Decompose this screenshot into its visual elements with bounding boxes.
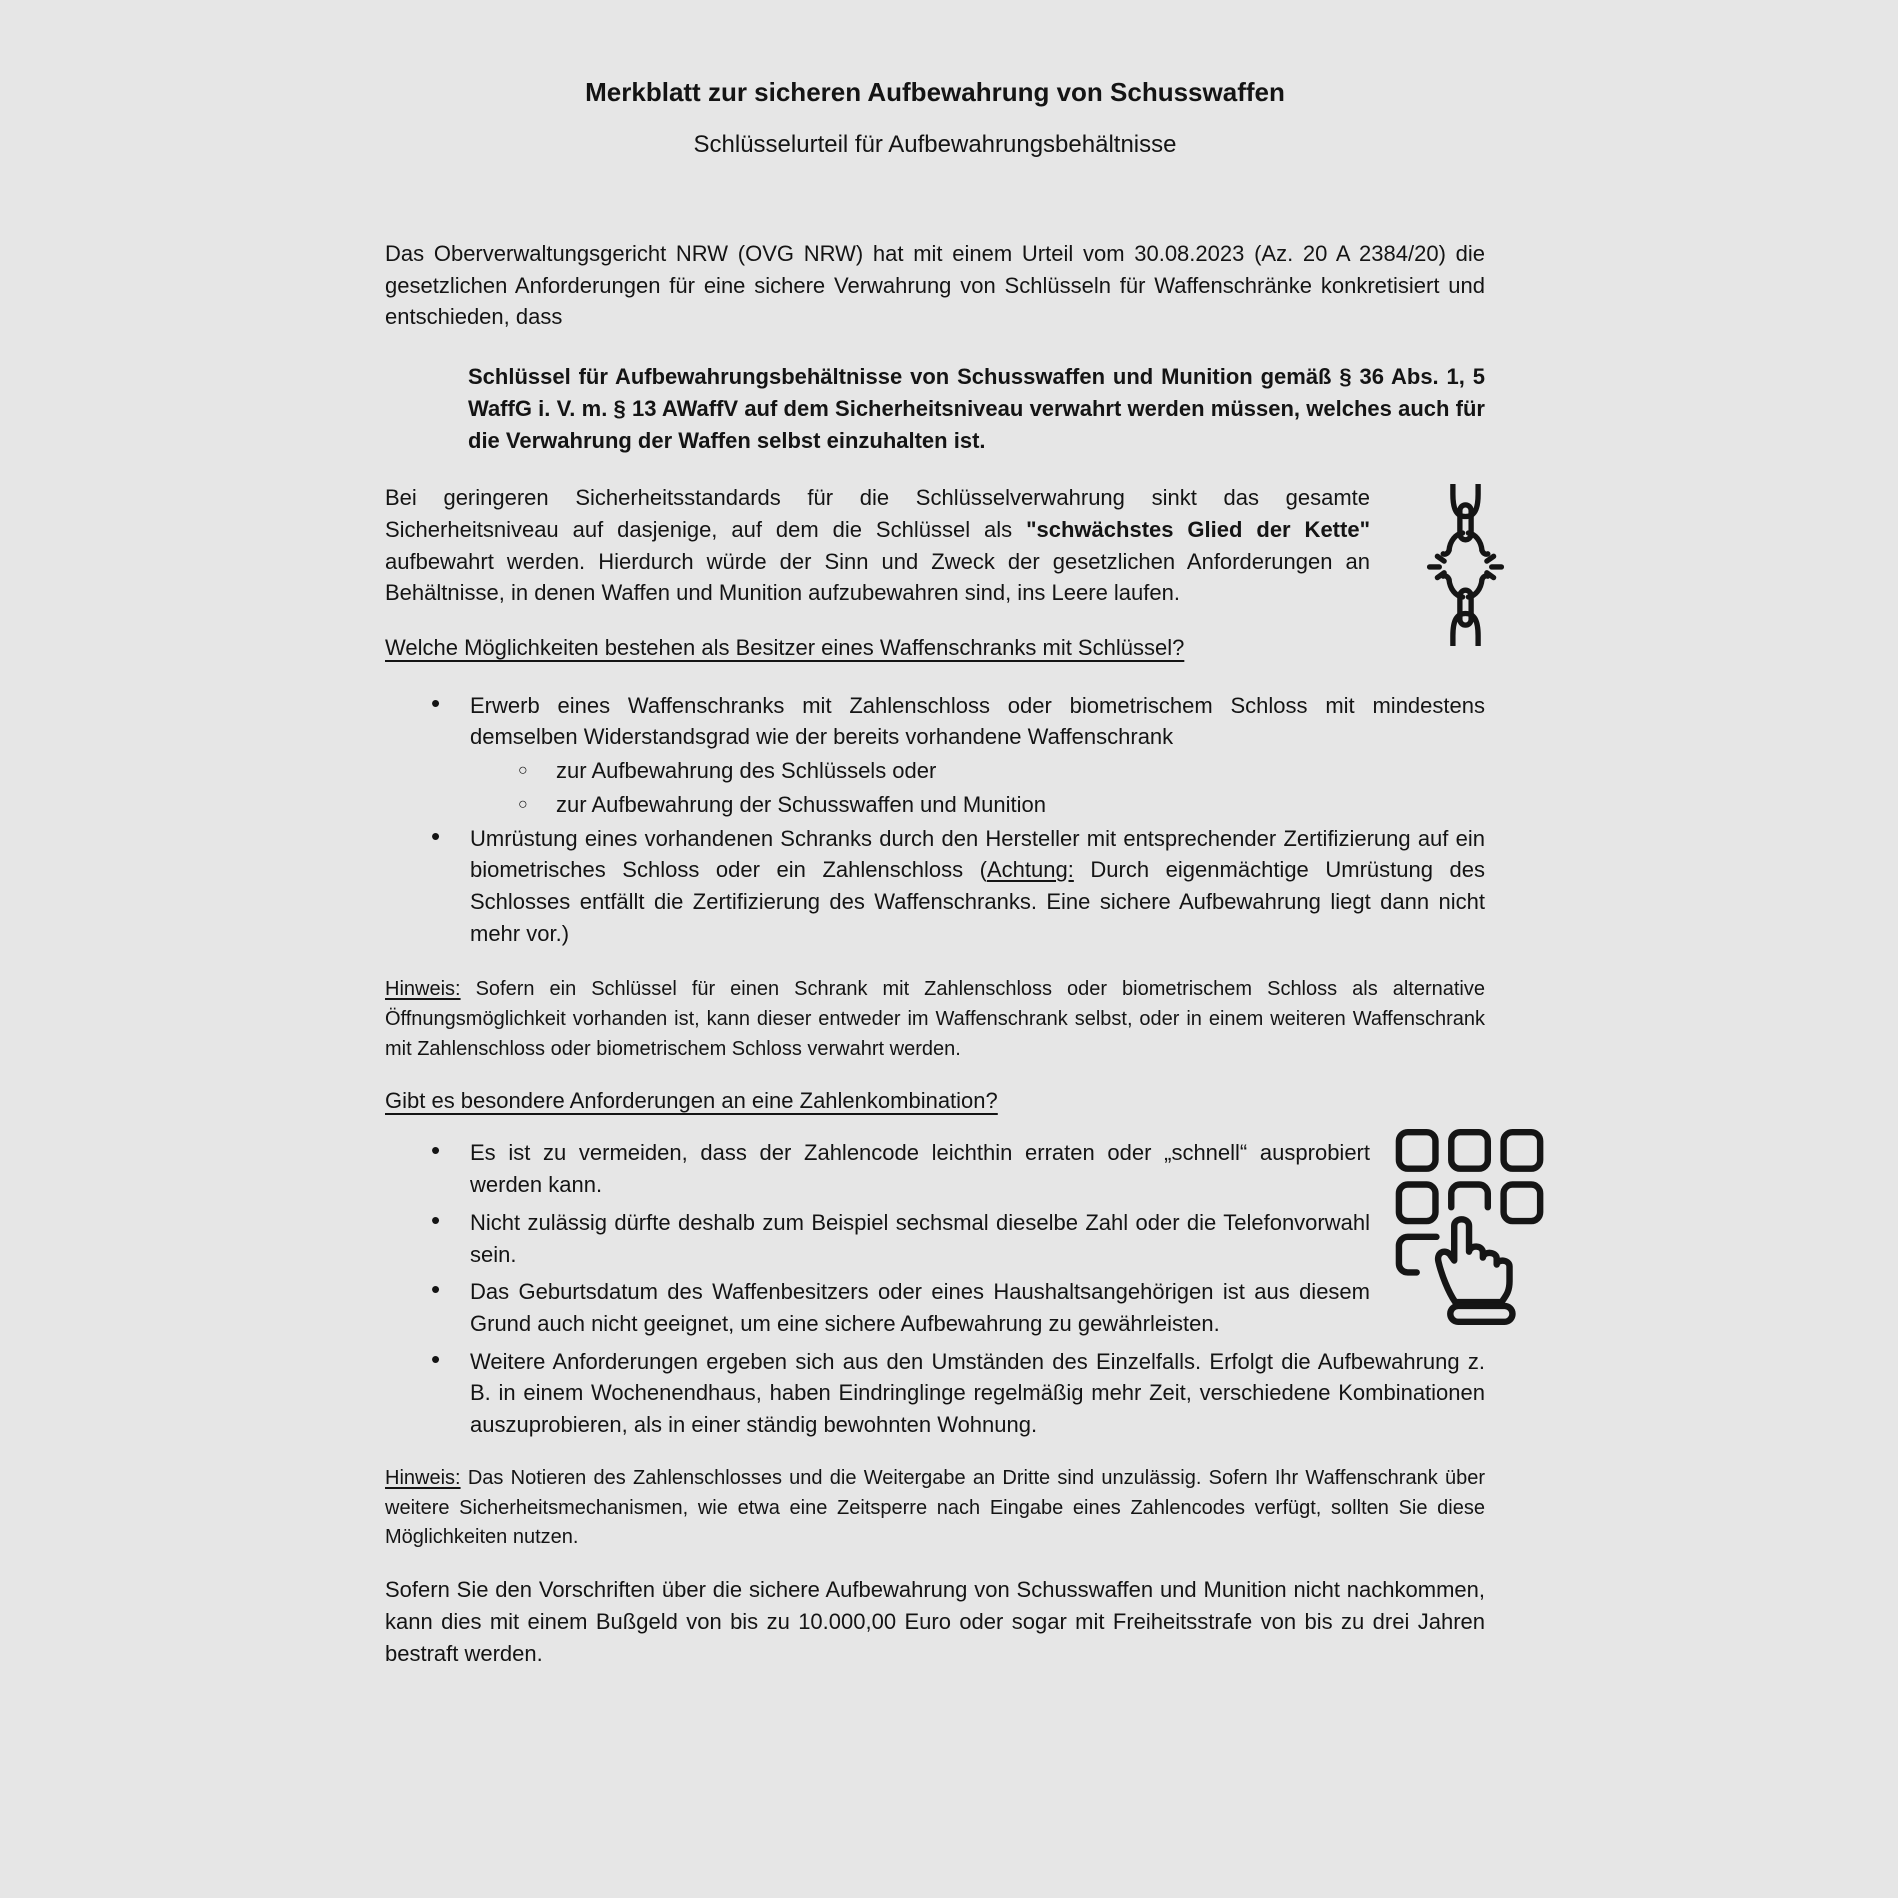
list-item-text (556, 755, 1485, 787)
list-item (385, 1343, 1485, 1441)
text-run: Sofern Sie den Vorschriften über die sichere Aufbewahrung von Schusswaffen und Munition nicht nachkommen, kann dies mit einem Bußgeld von bis zu 10.000,00 Euro oder sogar mit Freiheitsstrafe von bis zu drei Jahren bestraft werden. (385, 1577, 1485, 1666)
text-run: zur Aufbewahrung der Schusswaffen und Munition (556, 791, 1047, 817)
section-heading-options: Welche Möglichkeiten bestehen als Besitzer eines Waffenschranks mit Schlüssel? (385, 635, 1185, 661)
weakest-link-paragraph (385, 482, 1370, 609)
list-item-text (470, 690, 1485, 753)
list-item-text (470, 1276, 1370, 1339)
closing-paragraph (385, 1574, 1485, 1669)
text-run: Das Oberverwaltungsgericht NRW (OVG NRW) hat mit einem Urteil vom 30.08.2023 (Az. 20 A 2384/20) die gesetzlichen Anforderungen für eine sichere Verwahrung von Schlüsseln für Waffenschränke konkretisiert und entschieden, dass (385, 241, 1485, 330)
text-run: "schwächstes Glied der Kette" (1026, 516, 1370, 542)
bullet-icon: • (431, 1135, 441, 1166)
list-item (385, 789, 1485, 821)
text-run: Nicht zulässig dürfte deshalb zum Beispiel sechsmal dieselbe Zahl oder die Telefonvorwahl sein. (470, 1209, 1370, 1267)
list-item-text (470, 1207, 1370, 1270)
section-heading-combination: Gibt es besondere Anforderungen an eine Zahlenkombination? (385, 1087, 998, 1113)
text-run: Umrüstung eines vorhandenen Schranks durch den Hersteller mit entsprechender Zertifizierung auf ein biometrisches Schloss oder ein Zahlenschloss ( (470, 825, 1485, 883)
text-run: Hinweis: (385, 1466, 461, 1489)
bullet-icon: • (431, 1343, 441, 1374)
list-item (385, 1204, 1485, 1270)
text-run: Weitere Anforderungen ergeben sich aus den Umständen des Einzelfalls. Erfolgt die Aufbewahrung z. B. in einem Wochenendhaus, haben Eindringlinge regelmäßig mehr Zeit, verschiedene Kombinationen auszuprobieren, als in einer ständig bewohnten Wohnung. (470, 1348, 1485, 1438)
list-item (385, 1276, 1485, 1339)
text-run: Sofern ein Schlüssel für einen Schrank mit Zahlenschloss oder biometrischem Schloss als alternative Öffnungsmöglichkeit vorhanden ist, kann dieser entweder im Waffenschrank selbst, oder in einem weiteren Waffenschrank mit Zahlenschloss oder biometrischem Schloss verwahrt werden. (385, 978, 1485, 1060)
combination-list (385, 1137, 1485, 1440)
bullet-icon: • (431, 1274, 441, 1305)
list-item-text (556, 789, 1485, 821)
list-item-text (470, 1137, 1370, 1200)
list-item (385, 687, 1485, 753)
options-list (385, 687, 1486, 950)
text-run: Bei geringeren Sicherheitsstandards für die Schlüsselverwahrung sinkt das gesamte Sicherheitsniveau auf dasjenige, auf dem die Schlüssel als (385, 485, 1370, 542)
document-title: Merkblatt zur sicheren Aufbewahrung von Schusswaffen (585, 77, 1285, 107)
circle-bullet-icon: ○ (518, 795, 528, 813)
bullet-icon: • (431, 820, 441, 851)
text-run: Achtung: (987, 857, 1074, 883)
list-item (385, 820, 1486, 950)
list-item-text (470, 823, 1485, 950)
intro-paragraph (385, 238, 1485, 333)
list-item (385, 1137, 1485, 1200)
circle-bullet-icon: ○ (518, 762, 528, 780)
text-run: Das Geburtsdatum des Waffenbesitzers oder eines Haushaltsangehörigen ist aus diesem Grund auch nicht geeignet, um eine sichere Aufbewahrung zu gewährleisten. (470, 1279, 1370, 1336)
bullet-icon: • (431, 1204, 441, 1235)
broken-chain-icon (1417, 484, 1514, 646)
text-run: Erwerb eines Waffenschranks mit Zahlenschloss oder biometrischem Schloss mit mindestens demselben Widerstandsgrad wie der bereits vorhandene Waffenschrank (470, 692, 1485, 750)
text-run: Hinweis: (385, 978, 461, 1001)
text-run: zur Aufbewahrung des Schlüssels oder (556, 758, 937, 784)
list-item-text (470, 1346, 1485, 1441)
note-key-storage (385, 975, 1485, 1064)
court-ruling-quote (468, 361, 1485, 456)
text-run: Schlüssel für Aufbewahrungsbehältnisse von Schusswaffen und Munition gemäß § 36 Abs. 1, 5 WaffG i. V. m. § 13 AWaffV auf dem Sicherheitsniveau verwahrt werden müssen, welches auch für die Verwahrung der Waffen selbst einzuhalten ist. (468, 364, 1485, 453)
text-run: aufbewahrt werden. Hierdurch würde der Sinn und Zweck der gesetzlichen Anforderungen an Behältnisse, in denen Waffen und Munition aufzubewahren sind, ins Leere laufen. (385, 548, 1370, 606)
document-subtitle: Schlüsselurteil für Aufbewahrungsbehältnisse (693, 131, 1177, 158)
note-code-secrecy (385, 1464, 1485, 1553)
text-run: Das Notieren des Zahlenschlosses und die Weitergabe an Dritte sind unzulässig. Sofern Ihr Waffenschrank über weitere Sicherheitsmechanismen, wie etwa eine Zeitsperre nach Eingabe eines Zahlencodes verfügt, sollten Sie diese Möglichkeiten nutzen. (385, 1466, 1485, 1549)
bullet-icon: • (431, 687, 441, 718)
list-item (385, 755, 1485, 787)
text-run: Es ist zu vermeiden, dass der Zahlencode leichthin erraten oder „schnell“ ausprobiert werden kann. (470, 1140, 1370, 1198)
weakest-link-section (385, 482, 1485, 609)
text-run: Durch eigenmächtige Umrüstung des Schlosses entfällt die Zertifizierung des Waffenschranks. Eine sichere Aufbewahrung liegt dann nicht mehr vor.) (470, 857, 1486, 946)
